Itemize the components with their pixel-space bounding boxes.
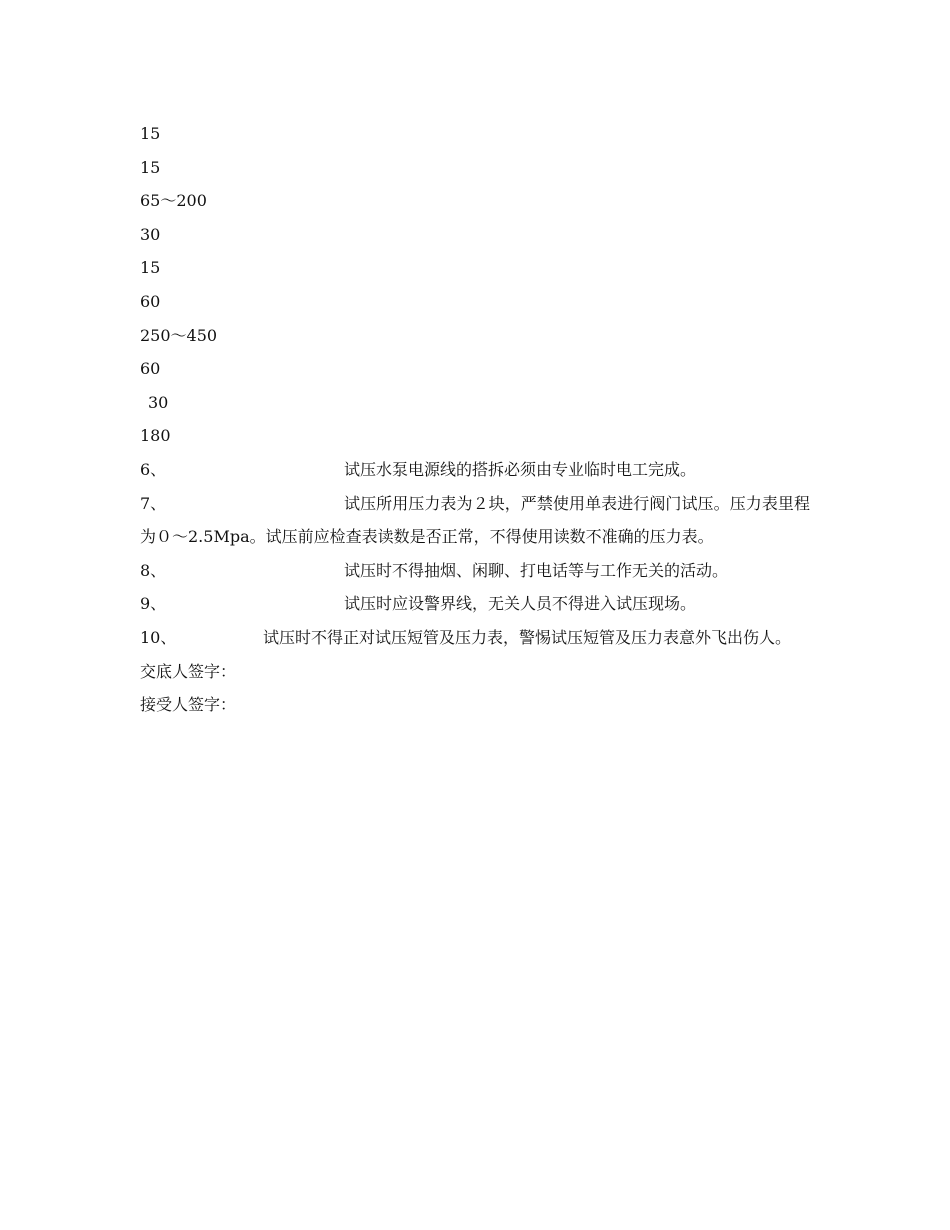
number-line: 180 bbox=[140, 426, 171, 446]
handover-signature-label: 交底人签字： bbox=[140, 661, 237, 681]
item-text: 试压时不得抽烟、闲聊、打电话等与工作无关的活动。 bbox=[344, 560, 729, 580]
number-line: 30 bbox=[148, 392, 169, 412]
number-line: 60 bbox=[140, 359, 161, 379]
item-number: 8、 bbox=[140, 560, 167, 580]
number-line: 60 bbox=[140, 291, 161, 311]
number-line: 65～200 bbox=[140, 191, 207, 211]
item-number: 7、 bbox=[140, 493, 167, 513]
item-text: 试压时不得正对试压短管及压力表，警惕试压短管及压力表意外飞出伤人。 bbox=[263, 627, 792, 647]
number-line: 250～450 bbox=[140, 325, 218, 345]
list-item bbox=[140, 621, 810, 655]
list-item bbox=[140, 554, 810, 588]
item-text: 试压时应设警界线，无关人员不得进入试压现场。 bbox=[344, 594, 697, 614]
item-number: 9、 bbox=[140, 594, 167, 614]
number-line: 15 bbox=[140, 124, 161, 143]
number-line: 15 bbox=[140, 258, 161, 278]
list-item bbox=[140, 487, 810, 554]
list-item bbox=[140, 453, 810, 487]
receiver-signature-label: 接受人签字： bbox=[140, 695, 237, 715]
item-text: 试压水泵电源线的搭拆必须由专业临时电工完成。 bbox=[344, 459, 697, 479]
item-number: 10、 bbox=[140, 627, 177, 647]
list-item bbox=[140, 587, 810, 621]
document-content bbox=[140, 117, 810, 722]
number-line: 15 bbox=[140, 157, 161, 177]
item-text: 试压所用压力表为２块，严禁使用单表进行阀门试压。压力表里程为０～2.5Mpa。试压前应检查表读数是否正常，不得使用读数不准确的压力表。 bbox=[140, 493, 810, 547]
item-number: 6、 bbox=[140, 459, 167, 479]
number-line: 30 bbox=[140, 224, 161, 244]
